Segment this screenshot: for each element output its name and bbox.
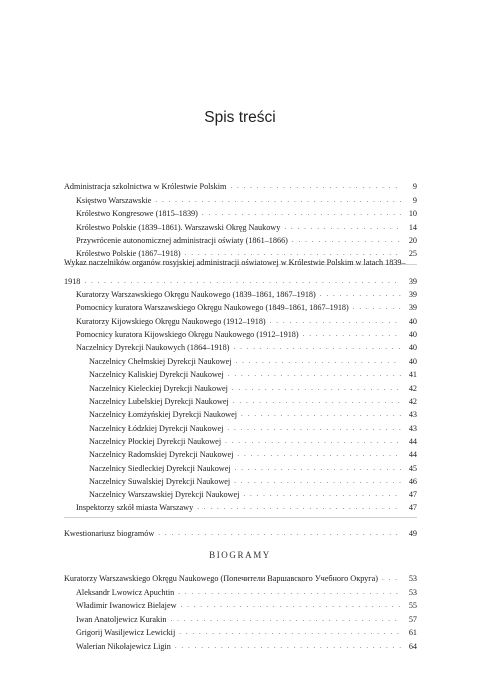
toc-entry[interactable] xyxy=(76,288,417,300)
toc-entry-label: Inspektorzy szkół miasta Warszawy xyxy=(76,502,194,512)
toc-entry-label: Naczelnicy Łódzkiej Dyrekcji Naukowej xyxy=(89,423,224,433)
dot-leader xyxy=(175,641,401,653)
toc-entry-page: 40 xyxy=(408,329,417,339)
dot-leader xyxy=(202,208,401,220)
dot-leader xyxy=(232,383,401,395)
toc-entry-label: Naczelnicy Chełmskiej Dyrekcji Naukowej xyxy=(89,356,232,366)
toc-entry[interactable] xyxy=(89,368,417,380)
toc-entry-page: 44 xyxy=(408,449,417,459)
toc-entry[interactable] xyxy=(89,448,417,460)
toc-entry[interactable] xyxy=(89,408,417,420)
dot-leader xyxy=(181,600,402,612)
section-heading-biogramy: BIOGRAMY xyxy=(209,550,271,560)
dot-leader xyxy=(158,528,401,540)
toc-entry-label: Grigorij Wasiljewicz Lewickij xyxy=(76,627,176,637)
toc-entry-label: Naczelnicy Lubelskiej Dyrekcji Naukowej xyxy=(89,396,229,406)
toc-entry-page: 14 xyxy=(408,222,417,232)
toc-entry-label: Przywrócenie autonomicznej administracji oświaty (1861–1866) xyxy=(76,235,288,245)
toc-entry-page: 55 xyxy=(408,600,417,610)
toc-entry-label: Naczelnicy Kieleckiej Dyrekcji Naukowej xyxy=(89,383,228,393)
dot-leader xyxy=(320,289,401,301)
toc-entry-label: Królestwo Polskie (1867–1918) xyxy=(76,248,181,258)
toc-entry[interactable] xyxy=(64,527,417,539)
toc-entry[interactable] xyxy=(89,382,417,394)
toc-entry-page: 57 xyxy=(408,614,417,624)
toc-entry-page: 39 xyxy=(408,276,417,286)
toc-entry-label: Naczelnicy Płockiej Dyrekcji Naukowej xyxy=(89,436,222,446)
toc-entry-label: Naczelnicy Warszawskiej Dyrekcji Naukowej xyxy=(89,489,240,499)
toc-entry-label: Administracja szkolnictwa w Królestwie Polskim xyxy=(64,181,227,191)
toc-entry-label: Naczelnicy Suwalskiej Dyrekcji Naukowej xyxy=(89,476,231,486)
toc-entry-label: Wykaz naczelników organów rosyjskiej administracji oświatowej w Królestwie Polskim w latach 1839– xyxy=(64,258,406,267)
dot-leader xyxy=(270,316,401,328)
toc-entry-page: 61 xyxy=(408,627,417,637)
toc-entry-page: 40 xyxy=(408,342,417,352)
toc-entry-page: 25 xyxy=(408,248,417,258)
dot-leader xyxy=(227,423,401,435)
toc-entry-page: 10 xyxy=(408,208,417,218)
toc-entry[interactable] xyxy=(89,395,417,407)
toc-entry[interactable] xyxy=(64,572,417,584)
toc-entry-page: 45 xyxy=(408,463,417,473)
dot-leader xyxy=(303,329,401,341)
toc-entry-page: 20 xyxy=(408,235,417,245)
section-divider xyxy=(64,517,417,518)
toc-entry[interactable] xyxy=(76,613,417,625)
toc-entry-label: Walerian Nikołajewicz Ligin xyxy=(76,641,171,651)
toc-entry[interactable] xyxy=(76,586,417,598)
dot-leader xyxy=(292,235,401,247)
toc-entry-label: Królestwo Kongresowe (1815–1839) xyxy=(76,208,198,218)
page-title: Spis treści xyxy=(204,109,276,126)
toc-entry-page: 43 xyxy=(408,423,417,433)
toc-entry-label: Naczelnicy Łomżyńskiej Dyrekcji Naukowej xyxy=(89,409,238,419)
dot-leader xyxy=(155,195,401,207)
toc-entry-label: Kuratorzy Warszawskiego Okręgu Naukowego (Попечители Варшавского Учебного Округа) xyxy=(64,573,378,583)
toc-entry[interactable] xyxy=(89,462,417,474)
toc-entry-label: Naczelnicy Siedleckiej Dyrekcji Naukowej xyxy=(89,463,231,473)
toc-entry-multiline[interactable] xyxy=(64,257,417,269)
toc-entry[interactable] xyxy=(76,207,417,219)
toc-entry[interactable] xyxy=(89,435,417,447)
toc-entry[interactable] xyxy=(76,328,417,340)
toc-entry-label: Władimir Iwanowicz Bielajew xyxy=(76,600,177,610)
dot-leader xyxy=(84,276,401,288)
dot-leader xyxy=(171,614,402,626)
dot-leader xyxy=(197,502,401,514)
toc-entry-label: Iwan Anatoljewicz Kurakin xyxy=(76,614,167,624)
toc-entry-label: Aleksandr Lwowicz Apuchtin xyxy=(76,587,175,597)
toc-entry-label: 1918 xyxy=(64,276,81,286)
toc-entry[interactable] xyxy=(64,275,417,287)
dot-leader xyxy=(382,573,401,585)
toc-entry[interactable] xyxy=(76,341,417,353)
dot-leader xyxy=(225,436,401,448)
toc-entry[interactable] xyxy=(89,475,417,487)
dot-leader xyxy=(236,356,401,368)
toc-entry[interactable] xyxy=(76,599,417,611)
toc-entry-page: 64 xyxy=(408,641,417,651)
dot-leader xyxy=(178,587,401,599)
toc-entry[interactable] xyxy=(89,488,417,500)
toc-entry[interactable] xyxy=(89,355,417,367)
dot-leader xyxy=(233,342,401,354)
toc-entry-label: Królestwo Polskie (1839–1861). Warszawski Okręg Naukowy xyxy=(76,222,281,232)
toc-entry[interactable] xyxy=(76,626,417,638)
toc-entry[interactable] xyxy=(89,422,417,434)
toc-entry-label: Księstwo Warszawskie xyxy=(76,195,152,205)
toc-entry-page: 44 xyxy=(408,436,417,446)
toc-entry-page: 42 xyxy=(408,383,417,393)
toc-entry-page: 49 xyxy=(408,528,417,538)
toc-entry-page: 39 xyxy=(408,302,417,312)
toc-entry[interactable] xyxy=(64,180,417,192)
toc-entry[interactable] xyxy=(76,221,417,233)
toc-entry-page: 43 xyxy=(408,409,417,419)
toc-entry-page: 41 xyxy=(408,369,417,379)
toc-entry-label: Naczelnicy Radomskiej Dyrekcji Naukowej xyxy=(89,449,234,459)
dot-leader xyxy=(237,449,401,461)
toc-entry-page: 46 xyxy=(408,476,417,486)
toc-entry-label: Kuratorzy Kijowskiego Okręgu Naukowego (1912–1918) xyxy=(76,316,266,326)
toc-entry-page: 47 xyxy=(408,502,417,512)
dot-leader xyxy=(284,222,401,234)
toc-entry-page: 9 xyxy=(412,195,417,205)
toc-entry-label: Pomocnicy kuratora Kijowskiego Okręgu Naukowego (1912–1918) xyxy=(76,329,299,339)
toc-entry-page: 53 xyxy=(408,573,417,583)
toc-entry-label: Naczelnicy Kaliskiej Dyrekcji Naukowej xyxy=(89,369,224,379)
toc-entry-page: 53 xyxy=(408,587,417,597)
toc-entry-page: 9 xyxy=(412,181,417,191)
dot-leader xyxy=(353,302,401,314)
dot-leader xyxy=(233,396,401,408)
toc-entry[interactable] xyxy=(76,315,417,327)
toc-entry-label: Kwestionariusz biogramów xyxy=(64,528,155,538)
dot-leader xyxy=(241,409,401,421)
dot-leader xyxy=(230,181,401,193)
toc-entry-label: Pomocnicy kuratora Warszawskiego Okręgu Naukowego (1849–1861, 1867–1918) xyxy=(76,302,349,312)
toc-entry-page: 42 xyxy=(408,396,417,406)
dot-leader xyxy=(235,463,401,475)
toc-entry-label: Naczelnicy Dyrekcji Naukowych (1864–1918) xyxy=(76,342,230,352)
toc-entry[interactable] xyxy=(76,640,417,652)
toc-entry[interactable] xyxy=(76,234,417,246)
toc-entry-page: 40 xyxy=(408,316,417,326)
toc-entry-label: Kuratorzy Warszawskiego Okręgu Naukowego (1839–1861, 1867–1918) xyxy=(76,289,316,299)
toc-entry-page: 47 xyxy=(408,489,417,499)
toc-entry[interactable] xyxy=(76,194,417,206)
toc-entry[interactable] xyxy=(76,501,417,513)
toc-entry-page: 40 xyxy=(408,356,417,366)
dot-leader xyxy=(179,627,401,639)
dot-leader xyxy=(243,489,401,501)
toc-entry-page: 39 xyxy=(408,289,417,299)
dot-leader xyxy=(228,369,401,381)
dot-leader xyxy=(234,476,401,488)
toc-entry[interactable] xyxy=(76,301,417,313)
